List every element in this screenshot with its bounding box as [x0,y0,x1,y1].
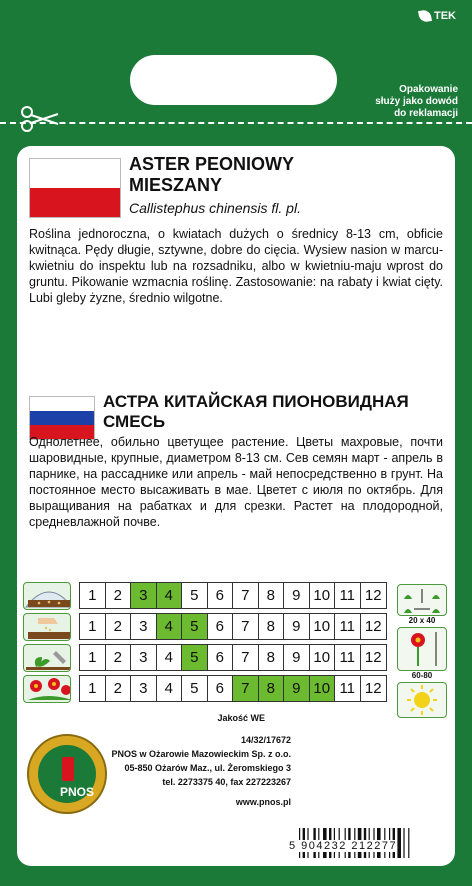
greenhouse-sowing-icon [23,582,71,610]
promo-line-3: do reklamacji [394,108,458,119]
russian-title: АСТРА КИТАЙСКАЯ ПИОНОВИДНАЯ СМЕСЬ [103,392,409,431]
flag-red-stripe [30,188,120,217]
russian-description: Однолетнее, обильно цветущее растение. Цветы махровые, почти шаровидные, крупные, диаметром 8-13 см. Сев семян март - апрель в парнике, на рассаднике или апрель - май непосредственно в грунт. На постоянное место высаживать в мае. Цветет с июля по октябрь. Для выращивания на рабатках и для срезки. Растет на плодородной, средневлажной почве. [29,435,443,529]
month-cell: 10 [310,676,336,701]
month-cell: 11 [335,583,361,608]
month-cell: 6 [208,676,234,701]
polish-title-line-2: MIESZANY [129,175,223,195]
brand-name: TEK [434,10,456,22]
month-cell: 7 [233,645,259,670]
leaf-icon [418,9,432,23]
month-cell: 5 [182,676,208,701]
month-cell: 9 [284,676,310,701]
seedling-planting-icon [23,644,71,672]
month-cells [79,613,387,640]
month-cell: 4 [157,614,183,639]
month-cell: 11 [335,614,361,639]
month-cell: 2 [106,583,132,608]
month-cell: 1 [80,676,106,701]
month-cell: 4 [157,645,183,670]
month-cell: 6 [208,583,234,608]
month-cell: 1 [80,583,106,608]
height-label: 60-80 [411,671,433,680]
month-cell: 7 [233,583,259,608]
company-address: 05-850 Ożarów Maz., ul. Żeromskiego 3 [124,763,291,773]
month-cell: 8 [259,676,285,701]
barcode-bar [397,828,401,858]
polish-title [129,154,294,196]
producer-info [17,710,455,860]
polish-description: Roślina jednoroczna, o kwiatach dużych o średnicy 8-13 cm, obficie kwitnąca. Pędy długie, sztywne, dobre do cięcia. Wysiew nasion w marcu-kwietniu do inspektu lub na rozsadniku, albo w kwietniu-maju wprost do gruntu. Pikowanie wzmacnia roślinę. Zastosowanie: na rabaty i kwiat cięty. Lubi gleby żyzne, średnio wilgotne. [29,227,443,305]
hanger-hole [130,55,337,105]
month-cell: 12 [364,649,382,666]
month-cell: 8 [259,614,285,639]
month-cell: 4 [157,676,183,701]
month-cell: 12 [364,587,382,604]
spacing-icon [397,584,447,616]
month-cells [79,582,387,609]
pnos-logo [27,734,107,814]
brand-logo [419,10,456,22]
logo-text: PNOS [60,785,95,799]
lot-code: 14/32/17672 [240,735,291,745]
calendar-row [23,580,387,611]
flag-blue-stripe [30,411,94,425]
month-cell: 8 [259,583,285,608]
promo-note [375,84,458,120]
month-cell: 2 [106,645,132,670]
promo-line-2: służy jako dowód [375,96,458,107]
month-cell: 2 [106,676,132,701]
month-cell: 10 [310,583,336,608]
flowering-icon [23,675,71,703]
calendar-row [23,673,387,704]
barcode-bar [408,828,409,858]
scissors-icon [18,104,68,134]
poland-flag-icon [29,158,121,218]
hand-sowing-icon [23,613,71,641]
month-cell: 9 [284,645,310,670]
month-cell: 3 [131,614,157,639]
latin-name: Callistephus chinensis fl. pl. [129,200,301,216]
care-icons [397,584,447,718]
month-cells [79,675,387,702]
barcode-bar [403,828,404,858]
month-cell: 10 [310,614,336,639]
month-cell: 1 [80,645,106,670]
company-website: www.pnos.pl [235,797,291,807]
month-cell: 6 [208,614,234,639]
month-cell: 8 [259,645,285,670]
month-cell: 7 [233,614,259,639]
calendar-row [23,611,387,642]
spacing-label: 20 x 40 [408,616,436,625]
cut-line [0,122,472,124]
flag-white-stripe [30,397,94,411]
month-cell: 10 [310,645,336,670]
sowing-calendar [23,580,387,704]
month-cell: 4 [157,583,183,608]
month-cell: 9 [284,614,310,639]
promo-line-1: Opakowanie [399,84,458,95]
flag-white-stripe [30,159,120,188]
month-cell: 7 [233,676,259,701]
plant-height-icon [397,627,447,671]
barcode-number: 5 904232 212277 [289,840,398,852]
month-cell: 12 [364,680,382,697]
month-cell: 3 [131,583,157,608]
polish-title-line-1: ASTER PEONIOWY [129,154,295,174]
month-cell: 5 [182,645,208,670]
calendar-row [23,642,387,673]
info-card [17,146,455,866]
month-cell: 2 [106,614,132,639]
month-cell: 3 [131,676,157,701]
month-cell: 1 [80,614,106,639]
month-cell: 11 [335,676,361,701]
month-cell: 12 [364,618,382,635]
quality-label: Jakość WE [217,713,265,723]
month-cell: 5 [182,583,208,608]
month-cell: 11 [335,645,361,670]
month-cell: 5 [182,614,208,639]
month-cell: 9 [284,583,310,608]
company-name: PNOS w Ożarowie Mazowieckim Sp. z o.o. [111,749,291,759]
month-cells [79,644,387,671]
company-phone: tel. 2273375 40, fax 227223267 [162,777,291,787]
month-cell: 6 [208,645,234,670]
month-cell: 3 [131,645,157,670]
